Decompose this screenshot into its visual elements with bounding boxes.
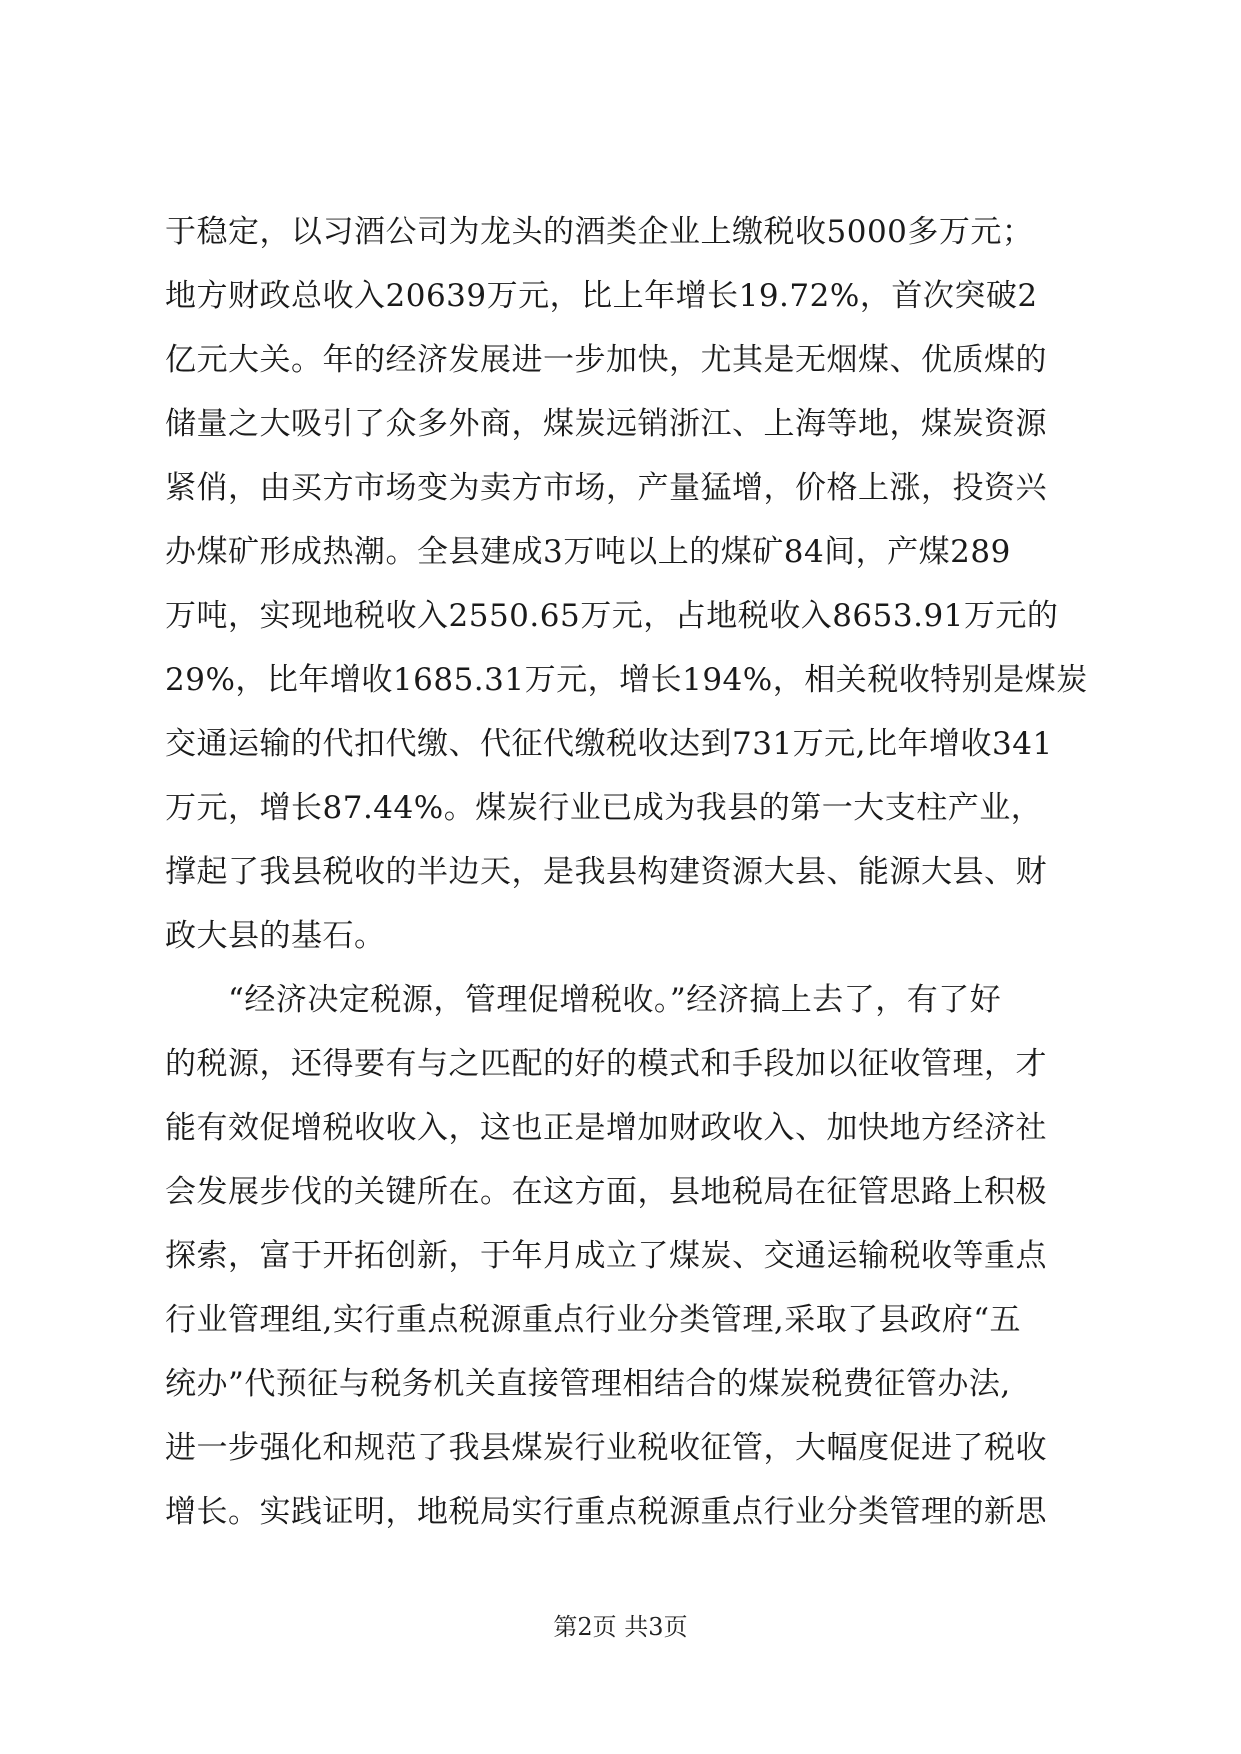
text-line: 的税源，还得要有与之匹配的好的模式和手段加以征收管理，才 [165,1046,1047,1082]
text-line: 储量之大吸引了众多外商，煤炭远销浙江、上海等地，煤炭资源 [165,406,1047,442]
text-line: 行业管理组,实行重点税源重点行业分类管理,采取了县政府“五 [165,1302,1022,1338]
text-line: 统办”代预征与税务机关直接管理相结合的煤炭税费征管办法, [165,1366,1011,1402]
text-line: 探索，富于开拓创新，于年月成立了煤炭、交通运输税收等重点 [165,1238,1047,1274]
text-line: 办煤矿形成热潮。全县建成3万吨以上的煤矿84间，产煤289 [165,534,1011,570]
text-line: 地方财政总收入20639万元，比上年增长19.72%，首次突破2 [165,278,1038,314]
text-line: 进一步强化和规范了我县煤炭行业税收征管，大幅度促进了税收 [165,1430,1047,1466]
text-line: 能有效促增税收收入，这也正是增加财政收入、加快地方经济社 [165,1110,1047,1146]
page-number-footer: 第2页 共3页 [553,1613,688,1641]
text-line: 增长。实践证明，地税局实行重点税源重点行业分类管理的新思 [165,1494,1047,1530]
text-line: 于稳定，以习酒公司为龙头的酒类企业上缴税收5000多万元； [165,214,1034,250]
body-text [165,200,1095,1544]
text-line: 万吨，实现地税收入2550.65万元，占地税收入8653.91万元的 [165,598,1059,634]
text-line: 撑起了我县税收的半边天，是我县构建资源大县、能源大县、财 [165,854,1047,890]
text-line: “经济决定税源，管理促增税收。”经济搞上去了，有了好 [165,982,1002,1018]
text-line: 紧俏，由买方市场变为卖方市场，产量猛增，价格上涨，投资兴 [165,470,1047,506]
text-line: 万元，增长87.44%。煤炭行业已成为我县的第一大支柱产业， [165,790,1043,826]
text-line: 会发展步伐的关键所在。在这方面，县地税局在征管思路上积极 [165,1174,1047,1210]
text-line: 29%，比年增收1685.31万元，增长194%，相关税收特别是煤炭 [165,662,1088,698]
text-line: 政大县的基石。 [165,918,386,954]
text-line: 亿元大关。年的经济发展进一步加快，尤其是无烟煤、优质煤的 [165,342,1047,378]
text-line: 交通运输的代扣代缴、代征代缴税收达到731万元,比年增收341 [165,726,1053,762]
